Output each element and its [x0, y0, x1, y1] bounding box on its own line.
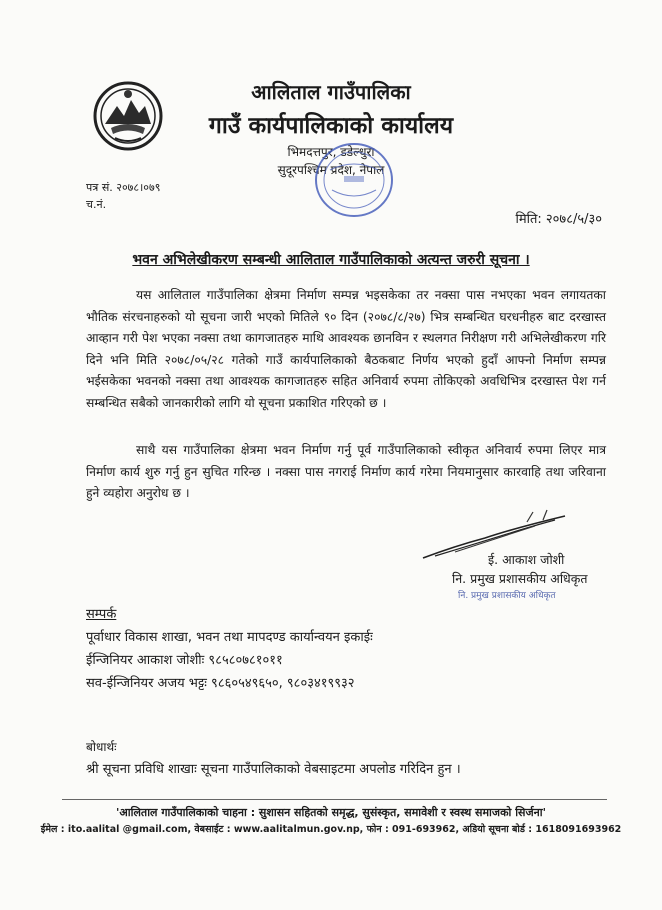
- reference-number: पत्र सं. २०७८।०७९: [86, 181, 161, 194]
- footer-contacts: ईमेल : ito.aalital @gmail.com, वेबसाईट : www.aalitalmun.gov.np, फोन : 091-693962, अडियो सूचना बोर्ड : 1618091693962: [40, 824, 622, 835]
- footer-slogan: 'आलिताल गाउँपालिकाको चाहना : सुशासन सहितको समृद्ध, सुसंस्कृत, समावेशी र स्वस्थ समाजको सिर्जना': [116, 806, 546, 819]
- letter-subject: भवन अभिलेखीकरण सम्बन्धी आलिताल गाउँपालिकाको अत्यन्त जरुरी सूचना ।: [132, 252, 530, 268]
- office-title: गाउँ कार्यपालिकाको कार्यालय: [208, 113, 454, 139]
- cc-line-1: श्री सूचना प्रविधि शाखाः सूचना गाउँपालिकाको वेबसाइटमा अपलोड गरिदिन हुन ।: [86, 762, 461, 777]
- signatory-stamp: नि. प्रमुख प्रशासकीय अधिकृत: [458, 591, 556, 601]
- contact-line-3: सव-ईन्जिनियर अजय भट्टः ९८६०५४९६५०, ९८०३४१९९३२: [86, 676, 355, 691]
- cc-heading: बोधार्थः: [86, 740, 117, 754]
- address-line-1: भिमदत्तपुर, डडेल्धुरा: [287, 145, 375, 159]
- office-seal-stamp-icon: [294, 140, 414, 220]
- contact-line-1: पूर्वाधार विकास शाखा, भवन तथा मापदण्ड कार्यान्वयन इकाईः: [86, 630, 373, 645]
- signatory-name: ई. आकाश जोशी: [488, 552, 565, 567]
- office-name: आलिताल गाउँपालिका: [251, 80, 411, 104]
- signatory-designation: नि. प्रमुख प्रशासकीय अधिकृत: [452, 571, 588, 586]
- body-paragraph-1: यस आलिताल गाउँपालिका क्षेत्रमा निर्माण सम्पन्न भइसकेका तर नक्सा पास नभएका भवन लगायतका भौतिक संरचनाहरुको यो सूचना जारी भएको मितिले ९० दिन (२०७८/८/२७) भित्र सम्बन्धित घरधनीहरु बाट दरखास्त आव्हान गरी पेश भएका नक्सा तथा कागजातहरु माथि आवश्यक छानविन र स्थलगत निरीक्षण गरी अभिलेखीकरण गरि दिने भनि मिति २०७८/०५/२८ गतेको गाउँ कार्यपालिकाको बैठकबाट निर्णय भएको हुदाँ आफ्नो निर्माण सम्पन्न भईसकेका भवनको नक्सा तथा आवश्यक कागजातहरु सहित अनिवार्य रुपमा तोकिएको अवधिभित्र दरखास्त पेश गर्न सम्बन्धित सबैको जानकारीको लागि यो सूचना प्रकाशित गरिएको छ ।: [86, 288, 606, 410]
- contact-heading: सम्पर्क: [86, 607, 117, 622]
- contact-line-2: ईन्जिनियर आकाश जोशीः ९८५८०७८१०११: [86, 653, 283, 668]
- address-line-2: सुदूरपश्चिम प्रदेश, नेपाल: [277, 163, 385, 177]
- dispatch-number: च.नं.: [86, 198, 107, 211]
- footer-divider: [62, 799, 607, 800]
- body-paragraph-2: साथै यस गाउँपालिका क्षेत्रमा भवन निर्माण गर्नु पूर्व गाउँपालिकाको स्वीकृत अनिवार्य रुपमा लिएर मात्र निर्माण कार्य शुरु गर्नु हुन सुचित गरिन्छ । नक्सा पास नगराई निर्माण कार्य गरेमा नियमानुसार कारवाहि तथा जरिवाना हुने व्यहोरा अनुरोध छ ।: [86, 443, 606, 500]
- letter-date: मिति: २०७८/५/३०: [515, 212, 602, 227]
